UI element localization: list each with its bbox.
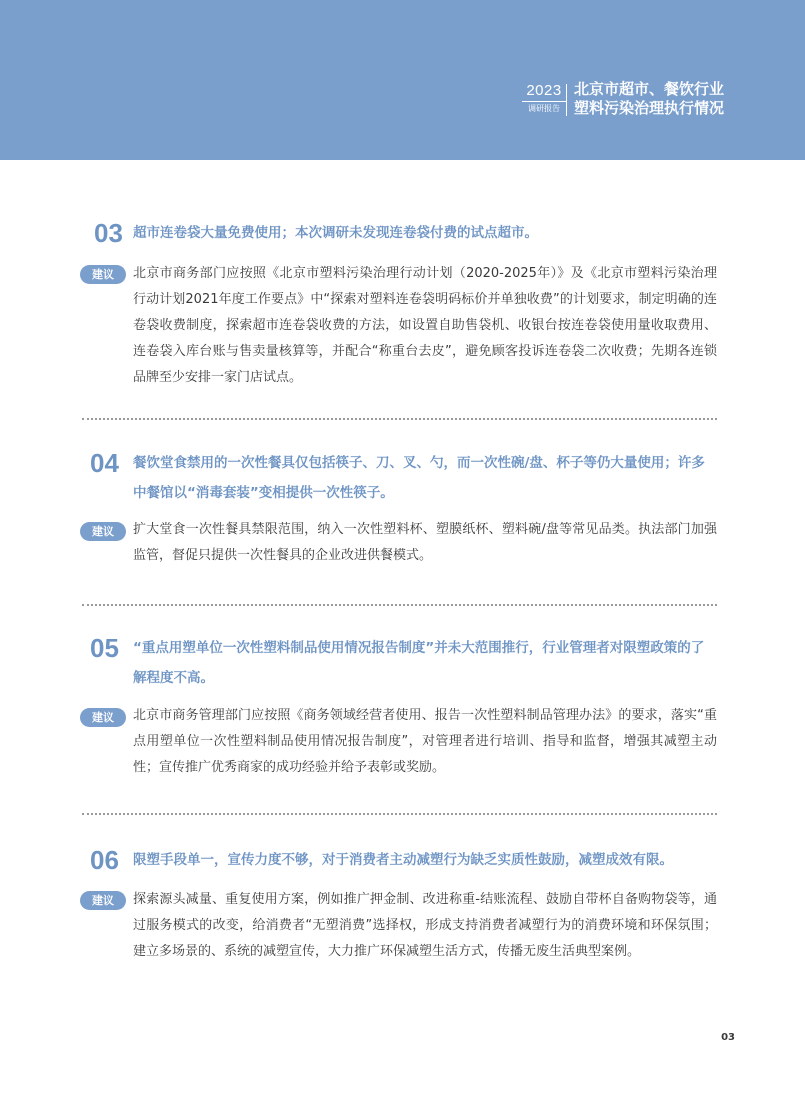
- section-number: 03: [94, 218, 123, 248]
- section-number: 04: [90, 448, 119, 478]
- report-title: [574, 80, 724, 118]
- section-title: “重点用塑单位一次性塑料制品使用情况报告制度”并未大范围推行，行业管理者对限塑政策的了解程度不高。: [133, 640, 705, 686]
- page-header-band: [0, 0, 805, 160]
- section-divider: [82, 604, 717, 606]
- recommendation-tag: 建议: [80, 891, 126, 910]
- section-title: 限塑手段单一，宣传力度不够，对于消费者主动减塑行为缺乏实质性鼓励，减塑成效有限。: [133, 852, 673, 868]
- report-subtitle: 调研报告: [522, 101, 566, 114]
- recommendation-text: 北京市商务管理部门应按照《商务领域经营者使用、报告一次性塑料制品管理办法》的要求，落实“重点用塑单位一次性塑料制品使用情况报告制度”，对管理者进行培训、指导和监督，增强其减塑主动性；宣传推广优秀商家的成功经验并给予表彰或奖励。: [133, 708, 717, 775]
- report-year: 2023: [526, 82, 562, 99]
- section-number: 05: [90, 633, 119, 663]
- section-divider: [82, 418, 717, 420]
- recommendation-text: 扩大堂食一次性餐具禁限范围，纳入一次性塑料杯、塑膜纸杯、塑料碗/盘等常见品类。执法部门加强监管，督促只提供一次性餐具的企业改进供餐模式。: [133, 522, 717, 563]
- recommendation-tag: 建议: [80, 522, 126, 541]
- section-number: 06: [90, 845, 119, 875]
- report-year-badge: [522, 82, 566, 114]
- recommendation-text: 探索源头减量、重复使用方案，例如推广押金制、改进称重-结账流程、鼓励自带杯自备购物袋等，通过服务模式的改变，给消费者“无塑消费”选择权，形成支持消费者减塑行为的消费环境和环保氛围；建立多场景的、系统的减塑宣传，大力推广环保减塑生活方式，传播无废生活典型案例。: [133, 892, 717, 959]
- header-divider: [566, 84, 567, 116]
- recommendation-tag: 建议: [80, 265, 126, 284]
- recommendation-text: 北京市商务部门应按照《北京市塑料污染治理行动计划（2020-2025年）》及《北京市塑料污染治理行动计划2021年度工作要点》中“探索对塑料连卷袋明码标价并单独收费”的计划要求，制定明确的连卷袋收费制度，探索超市连卷袋收费的方法，如设置自助售袋机、收银台按连卷袋使用量收取费用、连卷袋入库台账与售卖量核算等，并配合“称重台去皮”，避免顾客投诉连卷袋二次收费；先期各连锁品牌至少安排一家门店试点。: [133, 266, 717, 385]
- section-title: 餐饮堂食禁用的一次性餐具仅包括筷子、刀、叉、勺，而一次性碗/盘、杯子等仍大量使用；许多中餐馆以“消毒套装”变相提供一次性筷子。: [133, 455, 705, 501]
- recommendation-tag: 建议: [80, 708, 126, 727]
- section-title: 超市连卷袋大量免费使用；本次调研未发现连卷袋付费的试点超市。: [133, 225, 538, 241]
- report-title-line1: 北京市超市、餐饮行业: [574, 80, 725, 98]
- report-title-line2: 塑料污染治理执行情况: [574, 99, 725, 117]
- section-divider: [82, 813, 717, 815]
- page-number: 03: [721, 1032, 735, 1043]
